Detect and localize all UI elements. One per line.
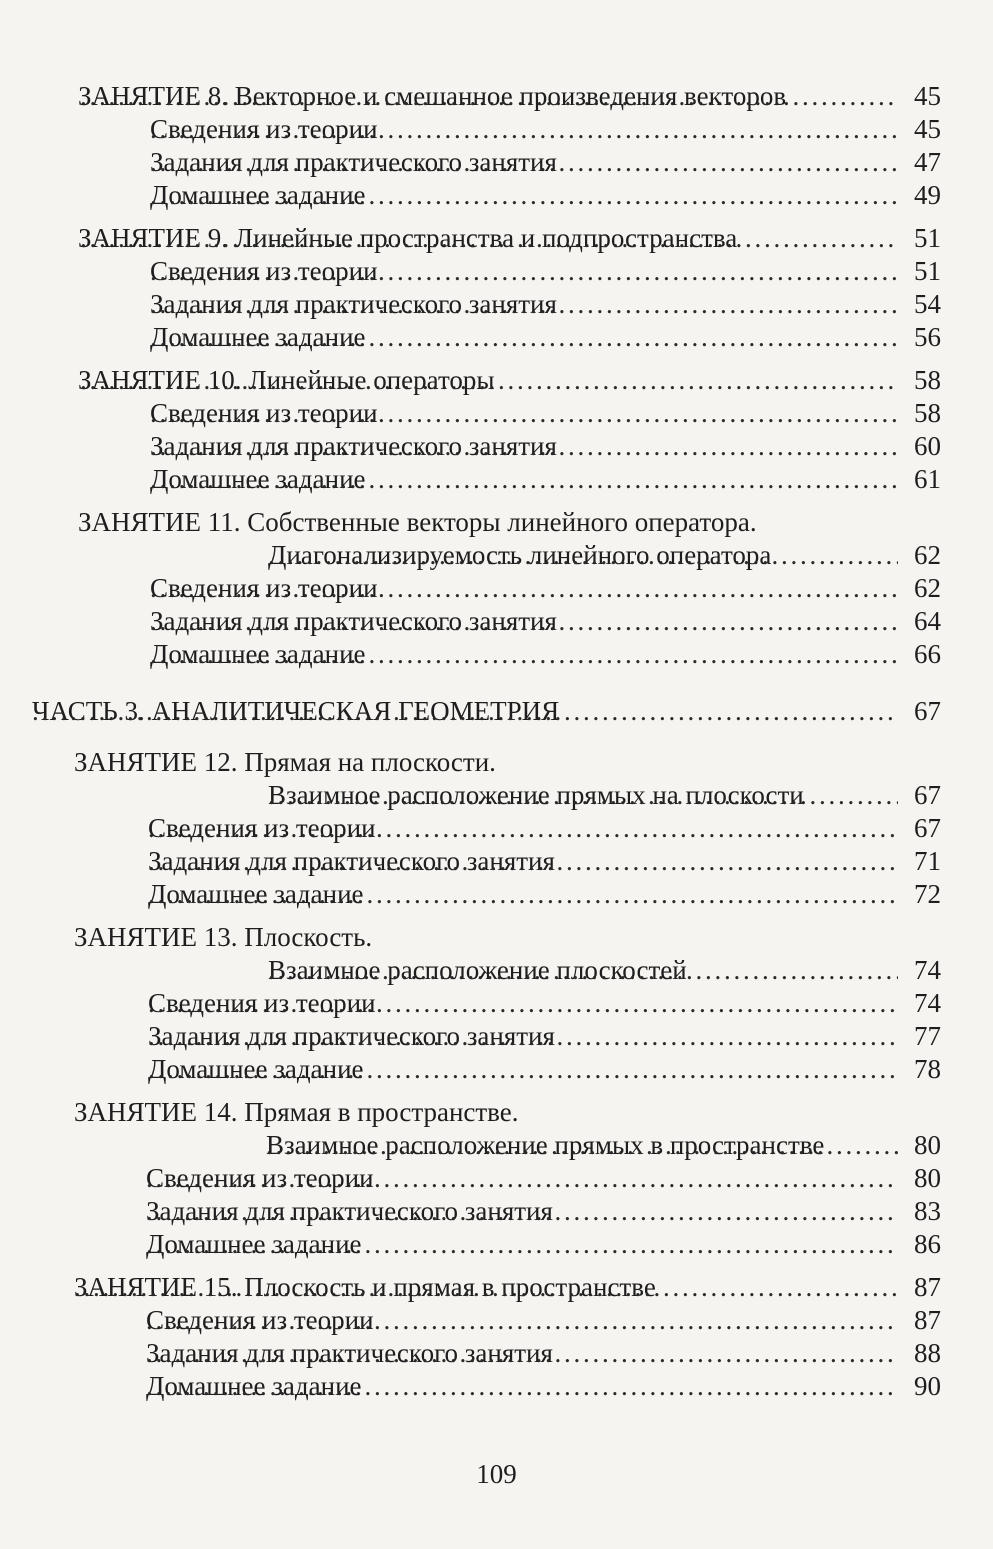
- dot-leader: [146, 1337, 898, 1370]
- toc-entry-title: Сведения из теории: [150, 255, 384, 288]
- dot-leader: [146, 1228, 898, 1261]
- dot-leader: [80, 364, 898, 397]
- toc-entry-title: Взаимное расположение прямых на плоскости: [268, 779, 810, 812]
- toc-entry-title: Задания для практического занятия: [150, 605, 563, 638]
- toc-entry-title: Диагонализируемость линейного оператора: [268, 539, 777, 572]
- toc-entry-page: 88: [908, 1337, 941, 1370]
- dot-leader: [148, 878, 898, 911]
- toc-subentry-theory[interactable]: [0, 572, 993, 605]
- toc-entry-page: 87: [908, 1271, 941, 1304]
- toc-entry-page: 71: [908, 845, 941, 878]
- toc-subentry-theory[interactable]: [0, 987, 993, 1020]
- toc-subentry-practice[interactable]: [0, 1020, 993, 1053]
- toc-entry-page: 83: [908, 1195, 941, 1228]
- toc-entry-title: Сведения из теории: [146, 1162, 380, 1195]
- dot-leader: [150, 113, 898, 146]
- dot-leader: [150, 255, 898, 288]
- toc-entry-page: 78: [908, 1053, 941, 1086]
- toc-subentry-homework[interactable]: [0, 638, 993, 671]
- toc-entry-title: ЗАНЯТИЕ 14. Прямая в пространстве.: [74, 1096, 525, 1129]
- toc-entry-page: 74: [908, 987, 941, 1020]
- dot-leader: [150, 288, 898, 321]
- toc-subentry-practice[interactable]: [0, 605, 993, 638]
- dot-leader: [150, 638, 898, 671]
- toc-entry-title: Домашнее задание: [150, 463, 372, 496]
- toc-entry-title: Задания для практического занятия: [148, 845, 561, 878]
- dot-leader: [80, 80, 898, 113]
- toc-entry-lesson-13[interactable]: [0, 921, 993, 954]
- toc-subentry-theory[interactable]: [0, 1162, 993, 1195]
- toc-entry-title: Домашнее задание: [148, 878, 370, 911]
- toc-entry-page: 67: [908, 812, 941, 845]
- toc-entry-page: 61: [908, 463, 941, 496]
- toc-entry-title: Сведения из теории: [146, 1304, 380, 1337]
- dot-leader: [266, 1129, 898, 1162]
- dot-leader: [148, 812, 898, 845]
- toc-entry-title: Домашнее задание: [150, 638, 372, 671]
- toc-entry-title: Домашнее задание: [150, 179, 372, 212]
- toc-entry-title: ЗАНЯТИЕ 10. Линейные операторы: [78, 364, 501, 397]
- toc-entry-title: Задания для практического занятия: [150, 430, 563, 463]
- toc-entry-part-3[interactable]: [0, 695, 993, 728]
- dot-leader: [150, 605, 898, 638]
- dot-leader: [148, 845, 898, 878]
- toc-entry-lesson-14[interactable]: [0, 1096, 993, 1129]
- toc-subentry-homework[interactable]: [0, 1053, 993, 1086]
- toc-entry-title: Задания для практического занятия: [146, 1337, 559, 1370]
- dot-leader: [32, 695, 898, 728]
- toc-entry-title: ЗАНЯТИЕ 8. Векторное и смешанное произведения векторов: [78, 80, 792, 113]
- dot-leader: [80, 222, 898, 255]
- toc-entry-title: Задания для практического занятия: [150, 288, 563, 321]
- toc-entry-page: 74: [908, 954, 941, 987]
- toc-entry-title: ЧАСТЬ 3. АНАЛИТИЧЕСКАЯ ГЕОМЕТРИЯ: [32, 695, 565, 728]
- dot-leader: [146, 1370, 898, 1403]
- dot-leader: [150, 463, 898, 496]
- toc-entry-page: 45: [908, 113, 941, 146]
- toc-entry-title: Домашнее задание: [150, 321, 372, 354]
- dot-leader: [150, 321, 898, 354]
- toc-subentry-practice[interactable]: [0, 845, 993, 878]
- toc-entry-page: 62: [908, 539, 941, 572]
- toc-entry-page: 72: [908, 878, 941, 911]
- dot-leader: [268, 779, 898, 812]
- toc-entry-title: Домашнее задание: [146, 1228, 368, 1261]
- toc-entry-page: 45: [908, 80, 941, 113]
- toc-entry-title: Сведения из теории: [150, 113, 384, 146]
- dot-leader: [268, 954, 898, 987]
- toc-entry-lesson-12-continued[interactable]: [0, 779, 993, 812]
- toc-entry-title: Сведения из теории: [150, 572, 384, 605]
- toc-entry-page: 62: [908, 572, 941, 605]
- toc-entry-lesson-10[interactable]: [0, 364, 993, 397]
- toc-entry-page: 80: [908, 1162, 941, 1195]
- toc-subentry-homework[interactable]: [0, 321, 993, 354]
- toc-entry-lesson-14-continued[interactable]: [0, 1129, 993, 1162]
- toc-entry-page: 51: [908, 255, 941, 288]
- toc-subentry-homework[interactable]: [0, 1228, 993, 1261]
- toc-subentry-practice[interactable]: [0, 430, 993, 463]
- toc-entry-page: 58: [908, 397, 941, 430]
- toc-subentry-theory[interactable]: [0, 255, 993, 288]
- toc-entry-title: Домашнее задание: [148, 1053, 370, 1086]
- toc-entry-page: 56: [908, 321, 941, 354]
- dot-leader: [150, 572, 898, 605]
- toc-subentry-theory[interactable]: [0, 1304, 993, 1337]
- dot-leader: [146, 1195, 898, 1228]
- toc-entry-title: Задания для практического занятия: [148, 1020, 561, 1053]
- toc-entry-page: 58: [908, 364, 941, 397]
- toc-entry-page: 77: [908, 1020, 941, 1053]
- dot-leader: [268, 539, 898, 572]
- toc-entry-title: Сведения из теории: [150, 397, 384, 430]
- page-number: 109: [476, 1459, 517, 1489]
- toc-subentry-theory[interactable]: [0, 812, 993, 845]
- toc-entry-page: 49: [908, 179, 941, 212]
- toc-entry-page: 47: [908, 146, 941, 179]
- toc-entry-title: ЗАНЯТИЕ 13. Плоскость.: [74, 921, 378, 954]
- toc-entry-page: 51: [908, 222, 941, 255]
- toc-entry-title: Взаимное расположение плоскостей: [268, 954, 693, 987]
- dot-leader: [150, 179, 898, 212]
- toc-subentry-theory[interactable]: [0, 397, 993, 430]
- toc-entry-lesson-11-continued[interactable]: [0, 539, 993, 572]
- toc-entry-title: ЗАНЯТИЕ 11. Собственные векторы линейного оператора.: [78, 506, 763, 539]
- toc-subentry-homework[interactable]: [0, 1370, 993, 1403]
- toc-entry-lesson-12[interactable]: [0, 746, 993, 779]
- toc-subentry-homework[interactable]: [0, 179, 993, 212]
- toc-entry-page: 80: [908, 1129, 941, 1162]
- toc-entry-title: ЗАНЯТИЕ 15. Плоскость и прямая в пространстве: [74, 1271, 662, 1304]
- toc-subentry-practice[interactable]: [0, 146, 993, 179]
- toc-subentry-practice[interactable]: [0, 1195, 993, 1228]
- dot-leader: [148, 987, 898, 1020]
- toc-entry-page: 64: [908, 605, 941, 638]
- toc-entry-lesson-8[interactable]: [0, 80, 993, 113]
- toc-entry-page: 87: [908, 1304, 941, 1337]
- toc-subentry-homework[interactable]: [0, 463, 993, 496]
- toc-entry-lesson-15[interactable]: [0, 1271, 993, 1304]
- dot-leader: [74, 1271, 898, 1304]
- dot-leader: [150, 430, 898, 463]
- toc-entry-page: 67: [908, 779, 941, 812]
- toc-subentry-practice[interactable]: [0, 1337, 993, 1370]
- dot-leader: [150, 397, 898, 430]
- toc-subentry-theory[interactable]: [0, 113, 993, 146]
- toc-subentry-homework[interactable]: [0, 878, 993, 911]
- toc-entry-lesson-11[interactable]: [0, 506, 993, 539]
- toc-entry-title: Задания для практического занятия: [146, 1195, 559, 1228]
- toc-entry-page: 60: [908, 430, 941, 463]
- dot-leader: [146, 1304, 898, 1337]
- dot-leader: [148, 1020, 898, 1053]
- toc-subentry-practice[interactable]: [0, 288, 993, 321]
- toc-entry-page: 54: [908, 288, 941, 321]
- toc-entry-title: ЗАНЯТИЕ 9. Линейные пространства и подпространства: [78, 222, 743, 255]
- toc-entry-title: ЗАНЯТИЕ 12. Прямая на плоскости.: [74, 746, 502, 779]
- toc-entry-title: Взаимное расположение прямых в пространстве: [266, 1129, 830, 1162]
- dot-leader: [146, 1162, 898, 1195]
- dot-leader: [148, 1053, 898, 1086]
- toc-entry-page: 67: [908, 695, 941, 728]
- toc-entry-title: Задания для практического занятия: [150, 146, 563, 179]
- toc-entry-page: 90: [908, 1370, 941, 1403]
- toc-entry-title: Сведения из теории: [148, 812, 382, 845]
- toc-entry-title: Сведения из теории: [148, 987, 382, 1020]
- toc-entry-page: 66: [908, 638, 941, 671]
- toc-entry-title: Домашнее задание: [146, 1370, 368, 1403]
- toc-entry-lesson-13-continued[interactable]: [0, 954, 993, 987]
- toc-entry-page: 86: [908, 1228, 941, 1261]
- dot-leader: [150, 146, 898, 179]
- toc-entry-lesson-9[interactable]: [0, 222, 993, 255]
- table-of-contents: [0, 80, 993, 1403]
